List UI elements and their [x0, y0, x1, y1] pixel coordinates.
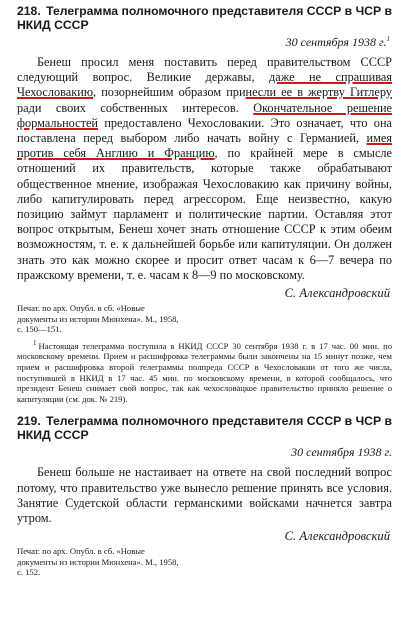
doc-219-number: 219. — [17, 414, 41, 429]
underlined-phrase: Окончательное решение формальностей — [17, 100, 392, 130]
footnote-ref-mark: 1 — [386, 35, 390, 43]
document-219 — [17, 414, 392, 578]
doc-218-title: Телеграмма полномочного представителя СССР в ЧСР в НКИД СССР — [17, 4, 392, 32]
doc-219-heading — [17, 414, 392, 442]
underlined-phrase: даже не спрашивая Чехословакию — [17, 70, 392, 100]
doc-219-date: 30 сентября 1938 г. — [291, 445, 392, 460]
doc-219-body: Бенеш больше не настаивает на ответе на свой последний вопрос потому, что правительство уже вынесло решение принять все условия. Занятие Судетской области германскими войсками начнется завтра утром. — [17, 465, 392, 525]
doc-218-body: Бенеш просил меня поставить перед правительством СССР следующий вопрос. Великие державы, даже не спрашивая Чехословакию, позорнейшим образом принесли ее в жертву Гитлеру ради своих собственных интересов. Окончательное решение формальностей предоставлено Чехословакии. Это означает, что она поставлена перед выбором либо начать войну с Германией, имея против себя Англию и Францию, по крайней мере в смысле отношений их правительств, которые также обрабатывают общественное мнение, изображая Чехословакию как причину войны, либо капитулировать перед агрессором. Еще неизвестно, какую позицию займут парламент и политические партии. Оставляя этот вопрос открытым, Бенеш хочет знать отношение СССР к этим обеим возможностям, т. е. к дальнейшей борьбе или капитуляции. Он должен знать это как можно скорее и просит ответ часам к 6—7 вечера по пражскому времени, т. е. часам к 8—9 по московскому. — [17, 55, 392, 282]
underlined-phrase: имея против себя Англию и Францию — [17, 131, 392, 161]
footnote-mark: 1 — [33, 338, 37, 347]
doc-219-source: Печат. по арх. Опубл. в сб. «Новые документы из истории Мюнхена». М., 1958, с. 152. — [17, 546, 179, 578]
doc-218-footnote: $^1$ Настоящая телеграмма поступила в НКИД СССР 30 сентября 1938 г. в 17 час. 00 мин. по московскому времени. Прием и расшифровка телеграммы были закончены на 15 минут позже, чем прием и расшифровка второй телеграммы полпреда СССР в Чехословакии от того же числа, поступившей в НКИД в 17 час. 45 мин. по московскому времени, в которой сообщалось, что президент Бенеш снимает свой вопрос, так как чехословацкое правительство приняло решение о капитуляции (см. док. № 219). — [17, 338, 392, 404]
underlined-phrase: несли ее в жертву Гитлеру — [245, 85, 392, 100]
doc-218-number: 218. — [17, 4, 41, 18]
doc-218-date: 30 сентября 1938 г.$^1$ — [285, 35, 390, 49]
doc-218-signature: С. Александровский — [284, 286, 390, 301]
doc-219-signature: С. Александровский — [284, 529, 390, 544]
doc-218-heading — [17, 4, 392, 32]
document-218 — [17, 4, 392, 404]
doc-219-title: Телеграмма полномочного представителя СССР в ЧСР в НКИД СССР — [17, 414, 392, 443]
doc-218-source: Печат. по арх. Опубл. в сб. «Новые документы из истории Мюнхена». М., 1958, с. 150—151. — [17, 303, 179, 335]
